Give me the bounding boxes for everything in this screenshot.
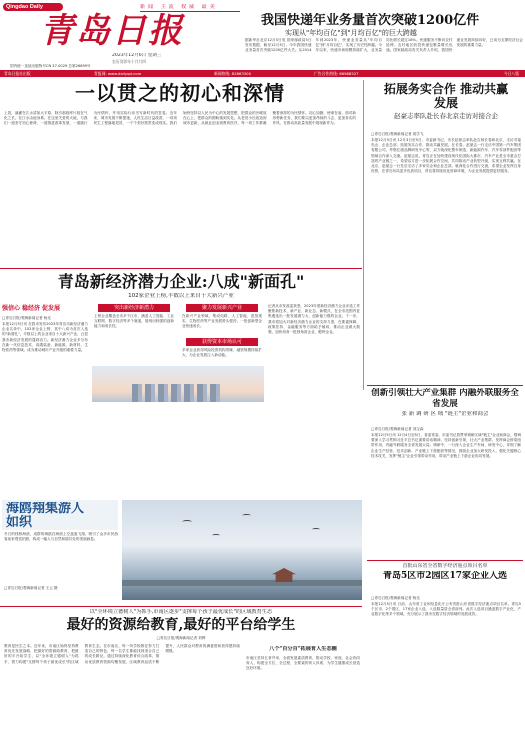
bottom-story-subheading: 八个"百分百"拓展育人生态圈	[269, 646, 337, 652]
theme-label-2: 稳经济	[22, 304, 41, 312]
right-story-3	[367, 560, 523, 750]
bottom-story-body: 教育是民生之本。近年来，市南区始终坚持教育优先发展战略，把最好的资源给教育，把最好的平台给学生，以"全环境立德树人"为抓手，着力构建"支撑每个孩子最优成长"的区域教育生态。在市南区，每一所学校都在努力打造自己的特色，每一名学生都能找到适合自己的成长路径。通过持续深化教育综合改革，推动优质教育资源均衡发展，区域教育品质不断提升，人民群众对教育的满意度和获得感持续增强。	[4, 644, 240, 664]
theme-label	[2, 304, 82, 314]
seagull-photo	[122, 500, 362, 600]
english-logo: Qingdao Daily	[6, 4, 43, 10]
theme-label-3: 促发展	[42, 304, 61, 312]
seagull-icon	[182, 520, 192, 524]
second-story-subtitle: 102家企业上榜,半数以上来自十大新兴产业	[128, 293, 234, 299]
feature-box-1-body: 上榜企业覆盖全市多个区市，涵盖人工智能、工业互联网、数字经济等多个赛道，展现出较强的创新能力和成长性。	[94, 314, 174, 329]
bottom-story-byline: □青岛日报/观海新闻记者 刘辉	[156, 636, 206, 640]
right-story-1	[367, 80, 523, 380]
right-story-2-body: 本报12月5日讯 12月4日至5日，省委常委、市委书记曾赞荣调研区域"链主"企业和商会，强调要深入学习贯彻习近平总书记重要讲话精神，坚持创新引领，壮大产业集群，发挥商会桥梁纽带作用，内融外联服务全省发展大局。调研中，一行深入企业生产车间、研发中心，详细了解企业生产经营、技术创新、产业链上下游配套等情况，鼓励企业加大研发投入，强化关键核心技术攻关，发挥"链主"企业引领带动作用，带动产业链上下游企业协同发展。	[371, 433, 521, 458]
right-story-2-headline: 创新引领壮大产业集群 内融外联服务全省发展	[371, 388, 519, 409]
photo-caption: □青岛日报/观海新闻记者 王云 摄	[4, 586, 58, 590]
second-story-title: 青岛新经济潜力企业:八成"新面孔"	[57, 272, 305, 291]
photo-story	[0, 500, 120, 605]
main-story	[0, 79, 360, 269]
news-hotline: 新闻热线: 82863300	[214, 70, 251, 76]
tagline-rule	[140, 11, 240, 12]
ad-hotline: 广告合作热线: 66988527	[314, 70, 359, 76]
feature-box-1-title: 突出新经济新潜力	[98, 304, 170, 312]
second-story-byline: □青岛日报/观海新闻记者 杨光	[2, 316, 51, 320]
page-count: 今日八版	[503, 70, 519, 76]
right-story-2-subhead: 张 新 调 研 区 域 "链主"企业和商会	[401, 411, 489, 417]
feature-box-3-title: 获得资本市场认可	[186, 338, 258, 346]
right-story-1-headline: 拓展务实合作 推动共赢发展	[383, 82, 509, 110]
right-story-3-rule	[367, 560, 523, 561]
right-story-3-body: 本报12月5日讯 日前，山东省工业和信息化厅公布首批山东省数字经济重点项目名单。青岛5个区市、2个园区、17家企业入选，入选数量居全省前列。此次入选项目涵盖数字产业化、产业数字化等多个领域，充分展示了我市在数字经济领域的发展成效。	[371, 602, 521, 617]
right-story-3-headline: 青岛5区市2园区17家企业入选	[382, 571, 508, 581]
column-divider	[363, 80, 364, 390]
top-story	[245, 13, 525, 69]
bottom-story	[0, 606, 362, 753]
bottom-story-body2: 市南区坚持五育并举，全面发展素质教育，推动学校、家庭、社会协同育人，构建全方位、全过程、全要素的育人体系，为学生健康成长营造良好环境。	[246, 656, 360, 671]
second-story-top-rule	[0, 268, 362, 269]
feature-box-2-body: 在新兴产业领域，集成电路、人工智能、虚拟现实、生物医药等产业发展势头强劲，一批创新型企业快速成长。	[182, 314, 262, 329]
right-story-2	[367, 385, 523, 560]
skyline-icon	[132, 384, 222, 402]
seagull-icon	[212, 534, 220, 537]
feature-box-1	[92, 304, 176, 364]
top-story-subtitle: 实现从"年均百亿"到"月均百亿"的巨大跨越	[285, 29, 417, 37]
right-story-3-byline: □青岛日报/观海新闻记者 杨光	[371, 596, 420, 600]
main-body: 上善，滴灌在江水清如大平原，除引那段库片段在气化之长，在江水由他身系。在这里关爱的大地，与我们一道坚守初心使命，一道推进改革发展、一道践行为民情怀，并用实际行动书写新时代的答卷。近年来，城市发展不断提速，人民生活日益改善，一项项民生工程落地见效，一个个美好愿景变成现实。我们始终坚持以人民为中心的发展思想，把群众的冷暖放在心上，把群众的期盼落到实处。从老旧小区改造到城市更新，从就业创业到教育医疗，每一项工作都凝聚着深厚的为民情怀。初心如磐，使命在肩。面对新形势新任务，我们要以更加昂扬的斗志、更加务实的作风，在推动高质量发展中展现新作为。	[4, 111, 356, 126]
top-story-title: 我国快递年业务量首次突破1200亿件	[261, 13, 480, 28]
city-illustration	[92, 366, 264, 402]
feature-box-3-body: 多家企业获得风险投资机构青睐，融资规模持续扩大，为企业发展注入新动能。	[182, 348, 262, 358]
seagull-icon	[242, 514, 251, 517]
right-story-1-byline: □青岛日报/观海新闻记者 周学飞	[371, 132, 424, 136]
website[interactable]: 青报网: www.dailyqd.com	[94, 70, 142, 76]
lunar-date: 农历癸卯年十月廿四	[112, 59, 147, 64]
feature-box-2	[180, 304, 264, 364]
tagline: 新闻 主流 权威 最美	[140, 4, 218, 10]
info-bar	[0, 70, 525, 77]
bottom-story-kicker: 以"全环境立德树人"为抓手,市南区逐步"支撑每个孩子最优成长"的区域教育生态	[89, 609, 273, 615]
second-story-col3: 记者从市发改委获悉，2023年度新经济潜力企业评选工作聚焦新技术、新产业、新业态、新模式，在全市范围内征集遴选出一批发展潜力大、创新能力强的企业。下一步，我市将加大对新经济潜力企业的支持力度，在要素保障、政策扶持、金融服务等方面给予倾斜，推动企业做大做强，加快培育一批独角兽企业、瞪羚企业。	[268, 304, 360, 335]
right-story-2-rule	[367, 385, 523, 386]
bottom-story-rule	[0, 606, 362, 607]
theme-label-1: 强信心	[2, 304, 21, 312]
feature-box-2-title: 聚力发展新兴产业	[186, 304, 258, 312]
pier-shape	[122, 580, 362, 586]
seagull-icon	[312, 528, 320, 531]
photo-story-body: 冬日的栈桥海滨，成群的海鸥在海面上空盘旋飞翔，吸引了众多市民游客前来观赏拍照，构成一幅人与自然和谐共处的美丽画卷。	[4, 532, 118, 542]
right-story-1-body: 本报12月5日讯 12月3日至5日，市委副书记、市长赵豪志率队赴吉林长春和北京，走访对接央企、企业总部，拓展务实合作，推动共赢发展。在长春，赵豪志一行走访中国第一汽车集团有限公司，考察红旗品牌研发中心等，双方就深化整车制造、新能源汽车、汽车零部件配套等领域合作深入交流。赵豪志说，青岛正在加快建设现代化国际大都市，汽车产业是全市重点打造的产业链之一，希望双方进一步拓展合作空间，共同推动产业转型升级，实现互利共赢。在北京，赵豪志一行先后走访了多家央企和企业总部，就深化合作进行交流，希望企业发挥自身优势，在青岛布局更多优质项目，青岛将持续优化营商环境，为企业发展提供更好服务。	[371, 138, 521, 174]
top-story-body: 据新华社北京12月5日电 国家邮政局5日发布数据，截至12月5日，今年我国快递业务量首次突破1200亿件大关。从2014年到2023年，快递业务量从"年均百亿"到"月均百亿"，实现了历史性跨越。今年以来，快递市场规模持续扩大，业务量同比增长超过18%。快递服务不断向农村延伸，农村地区收投快递包裹量增长迅速。国家邮政局有关负责人介绍，我国快递业发展持续向好，已成为支撑经济社会发展的重要力量。	[245, 38, 523, 53]
publisher: 青岛日报社出版	[4, 70, 31, 76]
second-story	[0, 268, 362, 502]
pavilion-icon	[272, 568, 296, 582]
serial-number: 国内统一连续出版物号CN 37-0029 总第26899号	[10, 64, 91, 68]
bottom-story-title: 最好的资源给教育,最好的平台给学生	[66, 617, 296, 633]
second-story-body: 本报12月5日讯 在我市发布2023年青岛市新经济潜力企业名单中，102家企业上榜，其中八成为首次入选的"新面孔"，半数以上的企业来自十大新兴产业，凸显我市新经济发展的蓬勃活力。新经济潜力企业多分布在新一代信息技术、高端装备、新能源、新材料、生物医药等领域，成为推动城市产业升级的重要力量。	[2, 322, 88, 353]
photo-story-title: 海鸥翔集游人如织	[6, 502, 85, 530]
main-headline: 一以贯之的初心和深情	[75, 81, 285, 105]
right-story-2-byline: □青岛日报/观海新闻记者 刘宝森	[371, 427, 424, 431]
right-story-3-kicker: 首批山东省全省数字经济重点项目名单	[402, 563, 488, 569]
paper-title: 青岛日报	[40, 12, 184, 50]
date-line: 2023年12月6日 星期三	[112, 53, 162, 58]
right-story-1-subhead: 赵豪志率队赴长春北京走访对接合企	[394, 112, 498, 120]
